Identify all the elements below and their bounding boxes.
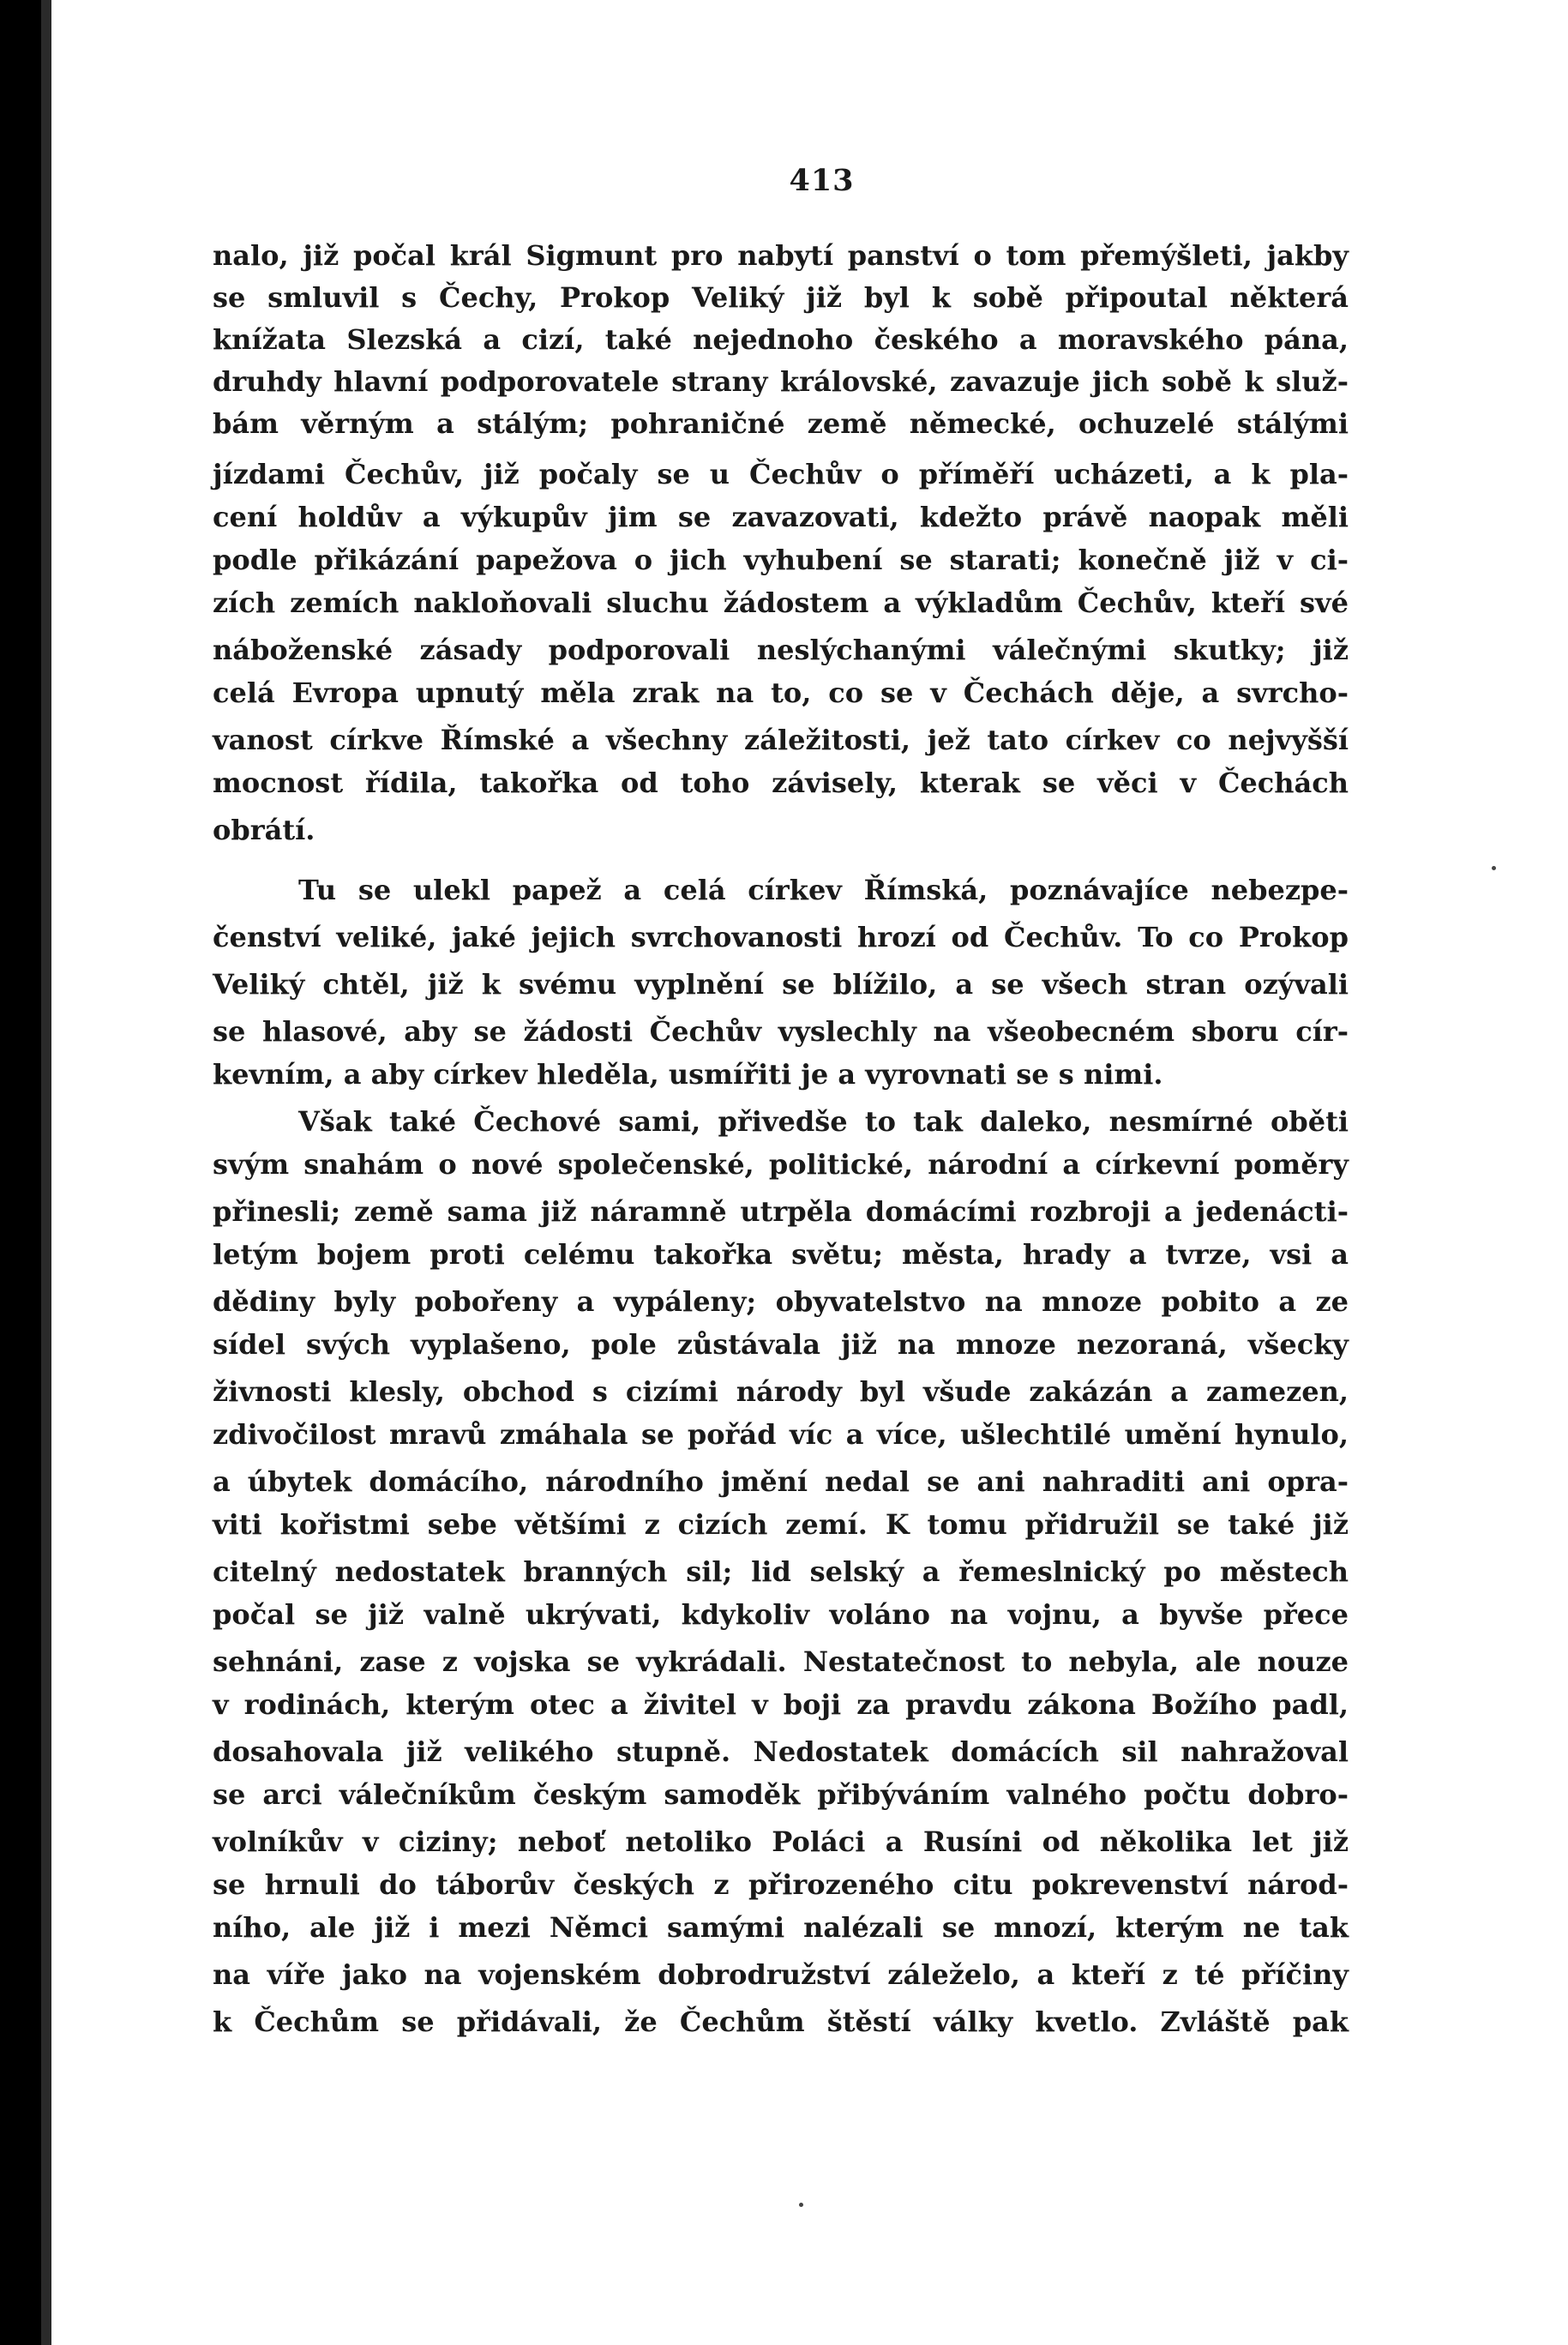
book-page: [41, 0, 1568, 2345]
text-line: dědiny byly pobořeny a vypáleny; obyvatelstvo na mnoze pobito a ze: [213, 1285, 1349, 1318]
text-line: se arci válečníkům českým samoděk přibýváním valného počtu dobro-: [213, 1778, 1349, 1811]
text-line: citelný nedostatek branných sil; lid selský a řemeslnický po městech: [213, 1555, 1349, 1588]
text-line: sídel svých vyplašeno, pole zůstávala již na mnoze nezoraná, všecky: [213, 1328, 1349, 1361]
text-line: kevním, a aby církev hleděla, usmířiti je a vyrovnati se s nimi.: [213, 1058, 1163, 1091]
text-line: podle přikázání papežova o jich vyhubení se starati; konečně již v ci-: [213, 544, 1349, 576]
text-line: čenství veliké, jaké jejich svrchovanosti hrozí od Čechův. To co Prokop: [213, 921, 1349, 953]
text-line: svým snahám o nové společenské, politické, národní a církevní poměry: [213, 1148, 1349, 1181]
text-line: celá Evropa upnutý měla zrak na to, co se v Čechách děje, a svrcho-: [213, 676, 1349, 709]
text-line: nalo, již počal král Sigmunt pro nabytí panství o tom přemýšleti, jakby: [213, 239, 1349, 272]
text-line: a úbytek domácího, národního jmění nedal se ani nahraditi ani opra-: [213, 1465, 1349, 1498]
text-line: v rodinách, kterým otec a živitel v boji za pravdu zákona Božího padl,: [213, 1688, 1349, 1721]
text-line: vanost církve Římské a všechny záležitosti, jež tato církev co nejvyšší: [213, 724, 1349, 756]
speck-mark: [799, 2203, 803, 2207]
page-edge-shadow: [41, 0, 51, 2345]
text-line: sehnáni, zase z vojska se vykrádali. Nestatečnost to nebyla, ale nouze: [213, 1645, 1349, 1678]
text-line: se hrnuli do táborův českých z přirozeného citu pokrevenství národ-: [213, 1868, 1349, 1901]
text-line: počal se již valně ukrývati, kdykoliv voláno na vojnu, a byvše přece: [213, 1598, 1349, 1631]
text-line: dosahovala již velikého stupně. Nedostatek domácích sil nahražoval: [213, 1735, 1349, 1768]
text-line: ního, ale již i mezi Němci samými nalézali se mnozí, kterým ne tak: [213, 1911, 1349, 1944]
text-line: viti kořistmi sebe většími z cizích zemí. K tomu přidružil se také již: [213, 1508, 1349, 1541]
speck-mark: [1492, 866, 1496, 870]
text-line: živnosti klesly, obchod s cizími národy byl všude zakázán a zamezen,: [213, 1375, 1349, 1408]
text-line: k Čechům se přidávali, že Čechům štěstí války kvetlo. Zvláště pak: [213, 2005, 1349, 2038]
text-line: Tu se ulekl papež a celá církev Římská, poznávajíce nebezpe-: [298, 874, 1349, 906]
text-line: volníkův v ciziny; neboť netoliko Poláci a Rusíni od několika let již: [213, 1825, 1349, 1858]
text-line: náboženské zásady podporovali neslýchanými válečnými skutky; již: [213, 634, 1349, 666]
text-line: Veliký chtěl, již k svému vyplnění se blížilo, a se všech stran ozývali: [213, 968, 1349, 1001]
text-line: zdivočilost mravů zmáhala se pořád víc a více, ušlechtilé umění hynulo,: [213, 1418, 1349, 1451]
text-line: zích zemích nakloňovali sluchu žádostem a výkladům Čechův, kteří své: [213, 586, 1349, 619]
text-line: letým bojem proti celému takořka světu; města, hrady a tvrze, vsi a: [213, 1238, 1349, 1271]
text-line: obrátí.: [213, 814, 315, 846]
text-line: na víře jako na vojenském dobrodružství záleželo, a kteří z té příčiny: [213, 1958, 1349, 1991]
text-line: knížata Slezská a cizí, také nejednoho českého a moravského pána,: [213, 323, 1349, 356]
text-line: druhdy hlavní podporovatele strany královské, zavazuje jich sobě k služ-: [213, 365, 1349, 398]
text-line: cení holdův a výkupův jim se zavazovati, kdežto právě naopak měli: [213, 501, 1349, 533]
text-line: přinesli; země sama již náramně utrpěla domácími rozbroji a jedenácti-: [213, 1195, 1349, 1228]
page-number: 413: [789, 163, 855, 198]
text-line: bám věrným a stálým; pohraničné země německé, ochuzelé stálými: [213, 407, 1349, 440]
text-line: mocnost řídila, takořka od toho závisely, kterak se věci v Čechách: [213, 767, 1349, 799]
text-line: se smluvil s Čechy, Prokop Veliký již byl k sobě připoutal některá: [213, 281, 1349, 314]
text-line: se hlasové, aby se žádosti Čechův vyslechly na všeobecném sboru cír-: [213, 1015, 1349, 1048]
text-line: Však také Čechové sami, přivedše to tak daleko, nesmírné oběti: [298, 1105, 1349, 1138]
text-line: jízdami Čechův, již počaly se u Čechův o příměří ucházeti, a k pla-: [213, 458, 1349, 490]
